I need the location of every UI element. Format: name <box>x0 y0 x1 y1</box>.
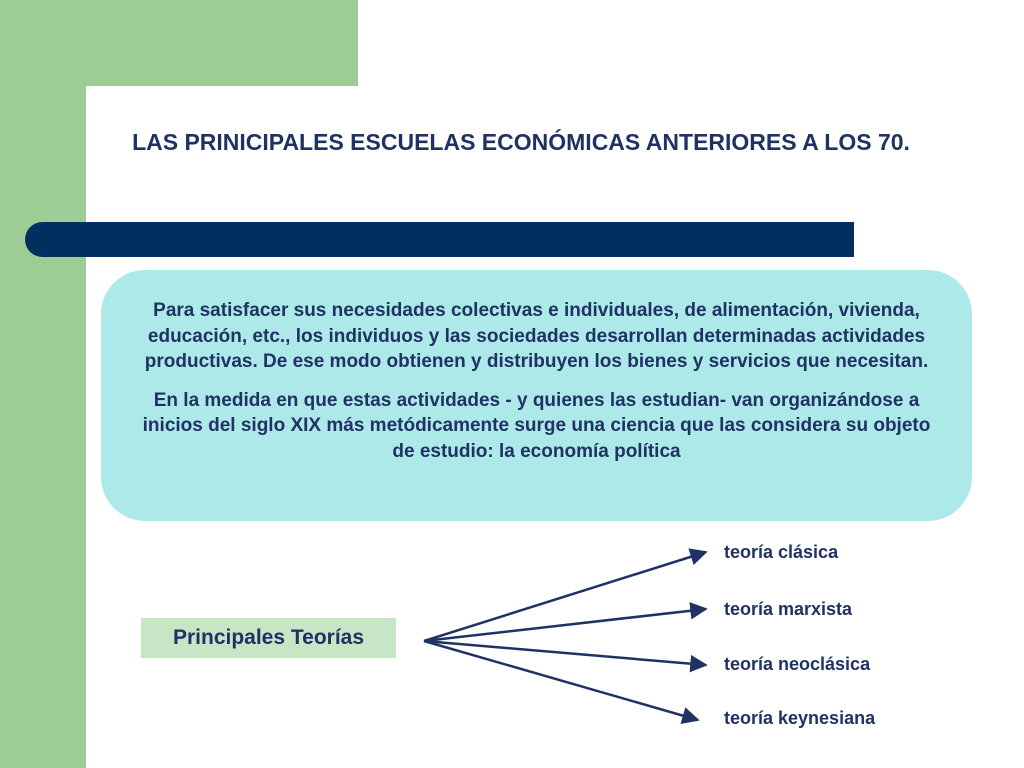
intro-text-box <box>101 270 972 521</box>
left-green-strip <box>0 0 86 768</box>
theory-marxista: teoría marxista <box>724 599 853 619</box>
principales-teorias-label: Principales Teorías <box>141 618 396 658</box>
theory-neoclasica: teoría neoclásica <box>724 654 871 674</box>
intro-paragraph-1: Para satisfacer sus necesidades colectivas e individuales, de alimentación, vivienda, educación, etc., los individuos y las sociedades desarrollan determinadas actividades productivas. De ese modo obtienen y distribuyen los bienes y servicios que necesitan. <box>144 300 929 372</box>
title-underline-bar <box>25 222 854 257</box>
theory-clasica: teoría clásica <box>724 542 839 562</box>
theory-keynesiana: teoría keynesiana <box>724 708 876 728</box>
slide-title: LAS PRINICIPALES ESCUELAS ECONÓMICAS ANTERIORES A LOS 70. <box>132 129 910 155</box>
intro-paragraph-2: En la medida en que estas actividades - y quienes las estudian- van organizándose a inicios del siglo XIX más metódicamente surge una ciencia que las considera su objeto de estudio: la economía política <box>142 389 931 462</box>
top-green-block <box>86 0 358 86</box>
